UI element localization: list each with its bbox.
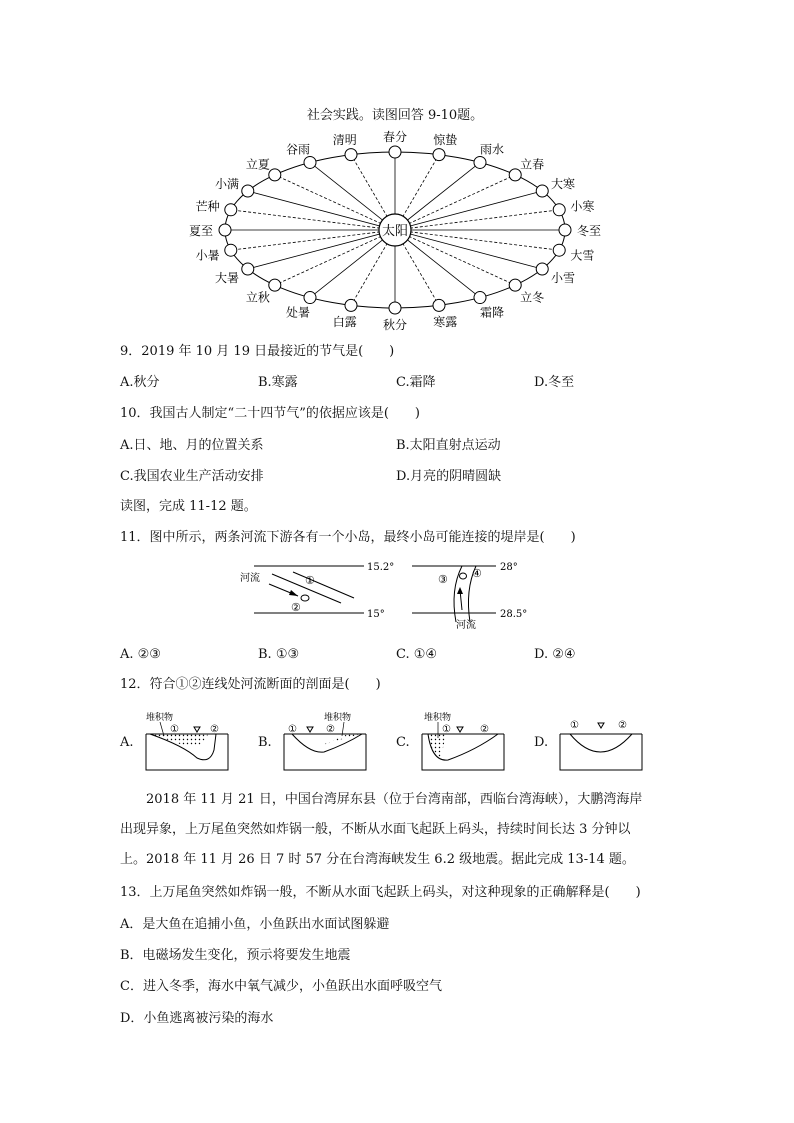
- earth-position-marker: [553, 244, 565, 256]
- earth-position-marker: [242, 185, 254, 197]
- earth-position-marker: [433, 149, 445, 161]
- deposit-label-b: 堆积物: [324, 713, 352, 723]
- term-label: 清明: [332, 133, 357, 148]
- svg-text:①: ①: [170, 724, 179, 735]
- term-spoke: [248, 191, 395, 230]
- q9-option-a[interactable]: A.秋分: [120, 375, 160, 390]
- earth-position-marker: [225, 244, 237, 256]
- svg-text:①: ①: [570, 720, 579, 731]
- term-label: 霜降: [479, 305, 505, 320]
- term-spoke: [275, 230, 395, 285]
- earth-position-marker: [269, 279, 281, 291]
- term-label: 小寒: [570, 199, 595, 214]
- term-spoke: [248, 230, 395, 269]
- term-spoke: [395, 230, 559, 250]
- river-figure-left: [238, 560, 408, 620]
- q9-option-c[interactable]: C.霜降: [396, 375, 436, 390]
- term-label: 立春: [520, 157, 545, 172]
- term-label: 处暑: [285, 305, 311, 320]
- earth-position-marker: [559, 224, 571, 236]
- q11-stem: 11．图中所示，两条河流下游各有一个小岛，最终小岛可能连接的堤岸是( ): [120, 530, 576, 545]
- section-intro-11-12: 读图，完成 11-12 题。: [120, 499, 257, 514]
- q9-option-b[interactable]: B.寒露: [258, 375, 298, 390]
- earth-position-marker: [433, 299, 445, 311]
- earth-position-marker: [345, 149, 357, 161]
- sun-label: 太阳: [381, 224, 409, 239]
- term-label: 秋分: [382, 318, 408, 332]
- term-label: 小暑: [195, 248, 220, 263]
- svg-text:②: ②: [480, 724, 489, 735]
- q11-option-a[interactable]: A. ②③: [120, 647, 161, 662]
- q12-option-d[interactable]: D.: [534, 735, 549, 750]
- earth-position-marker: [536, 263, 548, 275]
- river-label-left: 河流: [240, 573, 260, 584]
- q10-option-b[interactable]: B.太阳直射点运动: [396, 438, 501, 453]
- q13-stem: 13．上万尾鱼突然如炸锅一般，不断从水面飞起跃上码头，对这种现象的正确解释是( ): [120, 885, 641, 900]
- term-label: 惊蛰: [433, 133, 458, 148]
- earth-position-marker: [304, 156, 316, 168]
- earth-position-marker: [345, 299, 357, 311]
- mark-4-right: ④: [472, 567, 482, 580]
- q11-option-c[interactable]: C. ①④: [396, 647, 438, 662]
- svg-text:②: ②: [326, 724, 335, 735]
- earth-position-marker: [219, 224, 231, 236]
- profile-c[interactable]: [418, 710, 508, 772]
- earth-position-marker: [474, 156, 486, 168]
- svg-text:②: ②: [210, 724, 219, 735]
- q12-option-b[interactable]: B.: [258, 735, 272, 750]
- lat-bottom-right: 28.5°: [500, 609, 528, 620]
- term-label: 春分: [382, 130, 408, 144]
- term-label: 大雪: [570, 248, 595, 263]
- passage-line-1: 2018 年 11 月 21 日，中国台湾屏东县（位于台湾南部，西临台湾海峡），大鹏湾海岸: [146, 792, 643, 807]
- q10-stem: 10．我国古人制定“二十四节气”的依据应该是( ): [120, 406, 420, 421]
- svg-text:①: ①: [442, 724, 451, 735]
- term-label: 大暑: [214, 271, 239, 285]
- mark-1-left: ①: [305, 574, 315, 587]
- river-label-right: 河流: [456, 620, 476, 631]
- term-spoke: [395, 210, 559, 230]
- earth-position-marker: [304, 292, 316, 304]
- q9-option-d[interactable]: D.冬至: [534, 375, 575, 390]
- term-spoke: [231, 230, 395, 250]
- term-label: 谷雨: [285, 142, 311, 157]
- term-label: 寒露: [433, 314, 458, 329]
- earth-position-marker: [474, 292, 486, 304]
- lat-top-right: 28°: [500, 562, 518, 573]
- term-label: 立夏: [245, 157, 270, 172]
- q13-option-b[interactable]: B．电磁场发生变化，预示将要发生地震: [120, 948, 351, 963]
- earth-position-marker: [389, 302, 401, 314]
- svg-text:②: ②: [618, 720, 627, 731]
- term-label: 立冬: [520, 290, 545, 305]
- term-label: 冬至: [576, 224, 602, 238]
- q11-option-b[interactable]: B. ①③: [258, 647, 300, 662]
- earth-position-marker: [509, 279, 521, 291]
- q11-option-d[interactable]: D. ②④: [534, 647, 576, 662]
- term-spoke: [395, 175, 515, 230]
- q12-option-a[interactable]: A.: [120, 735, 134, 750]
- mark-3-right: ③: [438, 573, 448, 586]
- term-label: 夏至: [188, 224, 214, 238]
- earth-position-marker: [242, 263, 254, 275]
- profile-d[interactable]: [556, 710, 646, 772]
- earth-position-marker: [553, 204, 565, 216]
- term-spoke: [275, 175, 395, 230]
- lat-top-left: 15.2°: [367, 562, 395, 573]
- earth-position-marker: [536, 185, 548, 197]
- profile-a[interactable]: [142, 710, 232, 772]
- q13-option-c[interactable]: C．进入冬季，海水中氧气减少，小鱼跃出水面呼吸空气: [120, 979, 442, 994]
- passage-line-3: 上。2018 年 11 月 26 日 7 时 57 分在台湾海峡发生 6.2 级地震。据此完成 13-14 题。: [120, 852, 635, 867]
- term-label: 小雪: [551, 271, 576, 285]
- term-label: 白露: [332, 314, 357, 329]
- term-spoke: [395, 191, 542, 230]
- earth-position-marker: [389, 146, 401, 158]
- mark-2-left: ②: [291, 601, 301, 614]
- section-intro-9-10: 社会实践。读图回答 9-10题。: [306, 108, 484, 123]
- earth-position-marker: [269, 169, 281, 181]
- q10-option-d[interactable]: D.月亮的阴晴圆缺: [396, 469, 502, 484]
- term-label: 大寒: [551, 177, 576, 191]
- q9-stem: 9．2019 年 10 月 19 日最接近的节气是( ): [120, 344, 395, 359]
- term-label: 小满: [214, 177, 239, 191]
- term-label: 雨水: [479, 142, 505, 157]
- deposit-label-c: 堆积物: [424, 713, 452, 723]
- term-spoke: [395, 230, 515, 285]
- svg-text:①: ①: [288, 724, 297, 735]
- lat-bottom-left: 15°: [367, 609, 385, 620]
- term-spoke: [395, 230, 542, 269]
- q10-option-c[interactable]: C.我国农业生产活动安排: [120, 469, 264, 484]
- profile-b[interactable]: [280, 710, 370, 772]
- q12-stem: 12．符合①②连线处河流断面的剖面是( ): [120, 677, 381, 692]
- deposit-label-a: 堆积物: [146, 713, 174, 723]
- q10-option-a[interactable]: A.日、地、月的位置关系: [120, 438, 264, 453]
- term-label: 立秋: [245, 290, 270, 305]
- passage-line-2: 出现异象，上万尾鱼突然如炸锅一般，不断从水面飞起跃上码头，持续时间长达 3 分钟以: [120, 822, 631, 837]
- q12-option-c[interactable]: C.: [396, 735, 410, 750]
- earth-position-marker: [225, 204, 237, 216]
- river-figure-right: [408, 560, 558, 631]
- term-spoke: [231, 210, 395, 230]
- term-label: 芒种: [195, 199, 220, 214]
- q13-option-a[interactable]: A．是大鱼在追捕小鱼，小鱼跃出水面试图躲避: [120, 917, 390, 932]
- q13-option-d[interactable]: D．小鱼逃离被污染的海水: [120, 1011, 274, 1026]
